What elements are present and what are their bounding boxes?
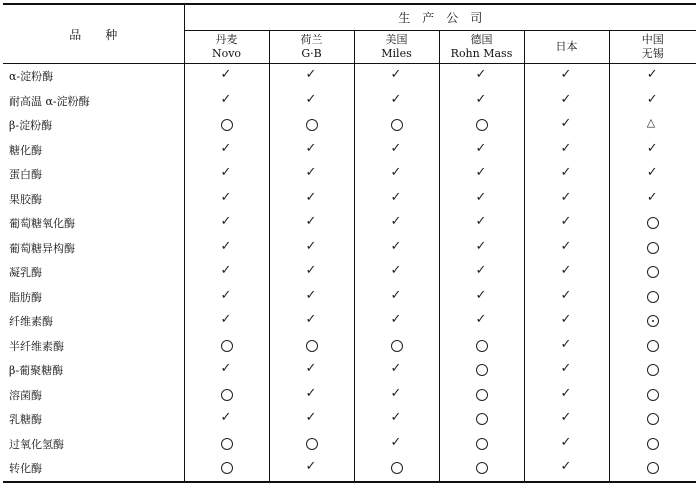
availability-cell — [524, 162, 609, 187]
enzyme-name: 凝乳酶 — [3, 260, 184, 285]
availability-cell — [439, 383, 524, 408]
availability-cell — [354, 211, 439, 236]
availability-cell — [609, 260, 696, 285]
company-header-3 — [354, 31, 439, 64]
availability-cell — [354, 89, 439, 114]
check-mark-icon — [391, 144, 403, 156]
availability-cell — [269, 334, 354, 359]
circle-mark-icon — [391, 462, 403, 474]
circle-mark-icon — [476, 119, 488, 131]
enzyme-name: 糖化酶 — [3, 138, 184, 163]
company-name: Rohn Mass — [450, 47, 513, 60]
circle-mark-icon — [306, 119, 318, 131]
enzyme-name: 葡萄糖异构酶 — [3, 236, 184, 261]
table-row — [3, 358, 696, 383]
check-mark-icon — [561, 70, 573, 82]
check-mark-icon — [391, 193, 403, 205]
availability-cell — [354, 383, 439, 408]
availability-cell — [354, 187, 439, 212]
availability-cell — [184, 138, 269, 163]
check-mark-icon — [476, 315, 488, 327]
circle-mark-icon — [221, 340, 233, 352]
circle-mark-icon — [391, 340, 403, 352]
availability-cell — [184, 456, 269, 482]
check-mark-icon — [647, 193, 659, 205]
check-mark-icon — [391, 242, 403, 254]
company-country: 美国 — [385, 33, 408, 46]
enzyme-name: 半纤维素酶 — [3, 334, 184, 359]
availability-cell — [439, 260, 524, 285]
availability-cell — [184, 334, 269, 359]
availability-cell — [524, 89, 609, 114]
availability-cell — [524, 64, 609, 89]
table-row — [3, 187, 696, 212]
availability-cell — [269, 113, 354, 138]
enzyme-name: α-淀粉酶 — [3, 64, 184, 89]
company-country: 德国 — [470, 33, 493, 46]
availability-cell — [354, 64, 439, 89]
availability-cell — [439, 407, 524, 432]
availability-cell — [354, 407, 439, 432]
check-mark-icon — [561, 364, 573, 376]
availability-cell — [439, 358, 524, 383]
circle-mark-icon — [306, 340, 318, 352]
circle-mark-icon — [476, 413, 488, 425]
table-row — [3, 334, 696, 359]
circle-mark-icon — [647, 389, 659, 401]
availability-cell — [609, 162, 696, 187]
check-mark-icon — [561, 315, 573, 327]
availability-cell — [439, 187, 524, 212]
enzyme-name: β-淀粉酶 — [3, 113, 184, 138]
company-header-6 — [609, 31, 696, 64]
availability-cell — [354, 285, 439, 310]
availability-cell — [524, 260, 609, 285]
enzyme-name: 蛋白酶 — [3, 162, 184, 187]
availability-cell — [269, 187, 354, 212]
check-mark-icon — [221, 70, 233, 82]
company-header-2 — [269, 31, 354, 64]
circle-mark-icon — [391, 119, 403, 131]
check-mark-icon — [391, 413, 403, 425]
availability-cell — [609, 334, 696, 359]
table-row — [3, 285, 696, 310]
check-mark-icon — [476, 291, 488, 303]
company-country: 日本 — [555, 40, 578, 53]
availability-cell — [524, 383, 609, 408]
check-mark-icon — [647, 144, 659, 156]
enzyme-name: β-葡聚糖酶 — [3, 358, 184, 383]
table-row — [3, 456, 696, 482]
check-mark-icon — [306, 144, 318, 156]
check-mark-icon — [306, 217, 318, 229]
availability-cell — [184, 236, 269, 261]
check-mark-icon — [476, 217, 488, 229]
check-mark-icon — [306, 95, 318, 107]
availability-cell — [609, 358, 696, 383]
availability-cell — [609, 89, 696, 114]
circle-mark-icon — [476, 438, 488, 450]
availability-cell — [609, 211, 696, 236]
table-row — [3, 138, 696, 163]
circle-mark-icon — [306, 438, 318, 450]
check-mark-icon — [561, 168, 573, 180]
circle-mark-icon — [647, 266, 659, 278]
enzyme-producer-table-frame — [3, 3, 696, 483]
enzyme-name: 转化酶 — [3, 456, 184, 482]
enzyme-name: 溶菌酶 — [3, 383, 184, 408]
availability-cell — [524, 432, 609, 457]
check-mark-icon — [391, 315, 403, 327]
availability-cell — [439, 162, 524, 187]
circle-mark-icon — [221, 462, 233, 474]
company-name: Miles — [381, 47, 412, 60]
table-row — [3, 113, 696, 138]
check-mark-icon — [391, 168, 403, 180]
availability-cell — [524, 309, 609, 334]
availability-cell — [439, 138, 524, 163]
check-mark-icon — [391, 389, 403, 401]
circle-mark-icon — [221, 389, 233, 401]
availability-cell — [524, 285, 609, 310]
availability-cell — [269, 309, 354, 334]
enzyme-name: 纤维素酶 — [3, 309, 184, 334]
check-mark-icon — [561, 291, 573, 303]
check-mark-icon — [391, 364, 403, 376]
check-mark-icon — [561, 438, 573, 450]
enzyme-name: 脂肪酶 — [3, 285, 184, 310]
availability-cell — [354, 113, 439, 138]
table-row — [3, 162, 696, 187]
table-row — [3, 64, 696, 89]
availability-cell — [269, 162, 354, 187]
availability-cell — [184, 187, 269, 212]
company-header-5 — [524, 31, 609, 64]
availability-cell — [269, 285, 354, 310]
availability-cell — [609, 309, 696, 334]
check-mark-icon — [221, 242, 233, 254]
availability-cell — [609, 64, 696, 89]
check-mark-icon — [561, 242, 573, 254]
enzyme-name: 葡萄糖氧化酶 — [3, 211, 184, 236]
check-mark-icon — [221, 217, 233, 229]
check-mark-icon — [391, 291, 403, 303]
availability-cell — [524, 407, 609, 432]
check-mark-icon — [561, 95, 573, 107]
check-mark-icon — [476, 266, 488, 278]
check-mark-icon — [306, 315, 318, 327]
availability-cell — [269, 456, 354, 482]
availability-cell — [609, 113, 696, 138]
availability-cell — [184, 407, 269, 432]
availability-cell — [439, 113, 524, 138]
circle-mark-icon — [647, 364, 659, 376]
circle-mark-icon — [647, 242, 659, 254]
availability-cell — [439, 334, 524, 359]
producer-group-header: 生 产 公 司 — [184, 4, 696, 31]
check-mark-icon — [391, 266, 403, 278]
check-mark-icon — [306, 70, 318, 82]
circle-mark-icon — [647, 438, 659, 450]
table-row — [3, 260, 696, 285]
circle-mark-icon — [647, 217, 659, 229]
check-mark-icon — [561, 217, 573, 229]
company-country: 丹麦 — [215, 33, 238, 46]
variety-column-header: 品 种 — [3, 4, 184, 64]
check-mark-icon — [476, 95, 488, 107]
check-mark-icon — [647, 95, 659, 107]
availability-cell — [269, 358, 354, 383]
availability-cell — [609, 285, 696, 310]
circle-mark-icon — [647, 340, 659, 352]
availability-cell — [184, 89, 269, 114]
availability-cell — [439, 64, 524, 89]
company-name: 无锡 — [641, 47, 664, 60]
company-header-4 — [439, 31, 524, 64]
check-mark-icon — [561, 340, 573, 352]
availability-cell — [184, 383, 269, 408]
header-row-group — [3, 4, 696, 31]
check-mark-icon — [221, 413, 233, 425]
check-mark-icon — [476, 168, 488, 180]
check-mark-icon — [221, 144, 233, 156]
circle-mark-icon — [647, 291, 659, 303]
circle-mark-icon — [476, 364, 488, 376]
check-mark-icon — [306, 389, 318, 401]
availability-cell — [609, 456, 696, 482]
enzyme-name: 过氧化氢酶 — [3, 432, 184, 457]
check-mark-icon — [391, 70, 403, 82]
availability-cell — [609, 432, 696, 457]
availability-cell — [269, 407, 354, 432]
check-mark-icon — [391, 217, 403, 229]
check-mark-icon — [647, 168, 659, 180]
check-mark-icon — [221, 193, 233, 205]
circle-mark-icon — [476, 389, 488, 401]
availability-cell — [269, 236, 354, 261]
enzyme-producer-table — [3, 3, 696, 483]
availability-cell — [354, 309, 439, 334]
check-mark-icon — [306, 364, 318, 376]
check-mark-icon — [306, 193, 318, 205]
check-mark-icon — [561, 119, 573, 131]
check-mark-icon — [647, 70, 659, 82]
table-row — [3, 236, 696, 261]
check-mark-icon — [221, 315, 233, 327]
availability-cell — [439, 211, 524, 236]
check-mark-icon — [561, 413, 573, 425]
circle-mark-icon — [647, 462, 659, 474]
availability-cell — [439, 89, 524, 114]
availability-cell — [184, 211, 269, 236]
triangle-mark-icon — [647, 119, 659, 131]
company-header-1 — [184, 31, 269, 64]
availability-cell — [524, 456, 609, 482]
check-mark-icon — [476, 193, 488, 205]
availability-cell — [609, 187, 696, 212]
table-row — [3, 309, 696, 334]
availability-cell — [354, 456, 439, 482]
availability-cell — [269, 383, 354, 408]
check-mark-icon — [561, 266, 573, 278]
availability-cell — [269, 211, 354, 236]
availability-cell — [524, 187, 609, 212]
check-mark-icon — [561, 193, 573, 205]
check-mark-icon — [306, 266, 318, 278]
check-mark-icon — [221, 168, 233, 180]
availability-cell — [184, 162, 269, 187]
circle-mark-icon — [221, 119, 233, 131]
check-mark-icon — [561, 462, 573, 474]
check-mark-icon — [476, 242, 488, 254]
table-body — [3, 64, 696, 482]
check-mark-icon — [221, 291, 233, 303]
availability-cell — [439, 456, 524, 482]
availability-cell — [354, 432, 439, 457]
check-mark-icon — [476, 144, 488, 156]
check-mark-icon — [561, 144, 573, 156]
circle-mark-icon — [476, 462, 488, 474]
availability-cell — [439, 285, 524, 310]
availability-cell — [609, 236, 696, 261]
availability-cell — [269, 64, 354, 89]
availability-cell — [439, 432, 524, 457]
company-name: Novo — [211, 47, 242, 60]
check-mark-icon — [306, 291, 318, 303]
enzyme-name: 果胶酶 — [3, 187, 184, 212]
availability-cell — [269, 89, 354, 114]
availability-cell — [184, 64, 269, 89]
availability-cell — [184, 358, 269, 383]
availability-cell — [354, 138, 439, 163]
availability-cell — [524, 113, 609, 138]
availability-cell — [184, 260, 269, 285]
company-country: 中国 — [641, 33, 664, 46]
table-header — [3, 4, 696, 64]
availability-cell — [524, 236, 609, 261]
availability-cell — [524, 334, 609, 359]
check-mark-icon — [306, 242, 318, 254]
circle-mark-icon — [647, 413, 659, 425]
check-mark-icon — [561, 389, 573, 401]
check-mark-icon — [391, 438, 403, 450]
circle-mark-icon — [476, 340, 488, 352]
availability-cell — [439, 309, 524, 334]
availability-cell — [269, 260, 354, 285]
availability-cell — [269, 138, 354, 163]
availability-cell — [609, 138, 696, 163]
availability-cell — [354, 358, 439, 383]
check-mark-icon — [221, 266, 233, 278]
availability-cell — [354, 334, 439, 359]
check-mark-icon — [306, 462, 318, 474]
availability-cell — [184, 285, 269, 310]
check-mark-icon — [221, 364, 233, 376]
availability-cell — [439, 236, 524, 261]
availability-cell — [609, 407, 696, 432]
availability-cell — [354, 236, 439, 261]
availability-cell — [184, 309, 269, 334]
company-name: G·B — [301, 47, 322, 60]
check-mark-icon — [306, 168, 318, 180]
table-row — [3, 383, 696, 408]
table-row — [3, 407, 696, 432]
circle-mark-icon — [221, 438, 233, 450]
company-country: 荷兰 — [300, 33, 323, 46]
table-row — [3, 432, 696, 457]
table-row — [3, 211, 696, 236]
enzyme-name: 乳糖酶 — [3, 407, 184, 432]
availability-cell — [524, 358, 609, 383]
dotcircle-mark-icon — [647, 315, 659, 327]
enzyme-name: 耐高温 α-淀粉酶 — [3, 89, 184, 114]
check-mark-icon — [391, 95, 403, 107]
availability-cell — [354, 260, 439, 285]
check-mark-icon — [221, 95, 233, 107]
check-mark-icon — [306, 413, 318, 425]
availability-cell — [354, 162, 439, 187]
availability-cell — [524, 211, 609, 236]
availability-cell — [184, 432, 269, 457]
check-mark-icon — [476, 70, 488, 82]
availability-cell — [269, 432, 354, 457]
availability-cell — [609, 383, 696, 408]
table-row — [3, 89, 696, 114]
availability-cell — [524, 138, 609, 163]
availability-cell — [184, 113, 269, 138]
